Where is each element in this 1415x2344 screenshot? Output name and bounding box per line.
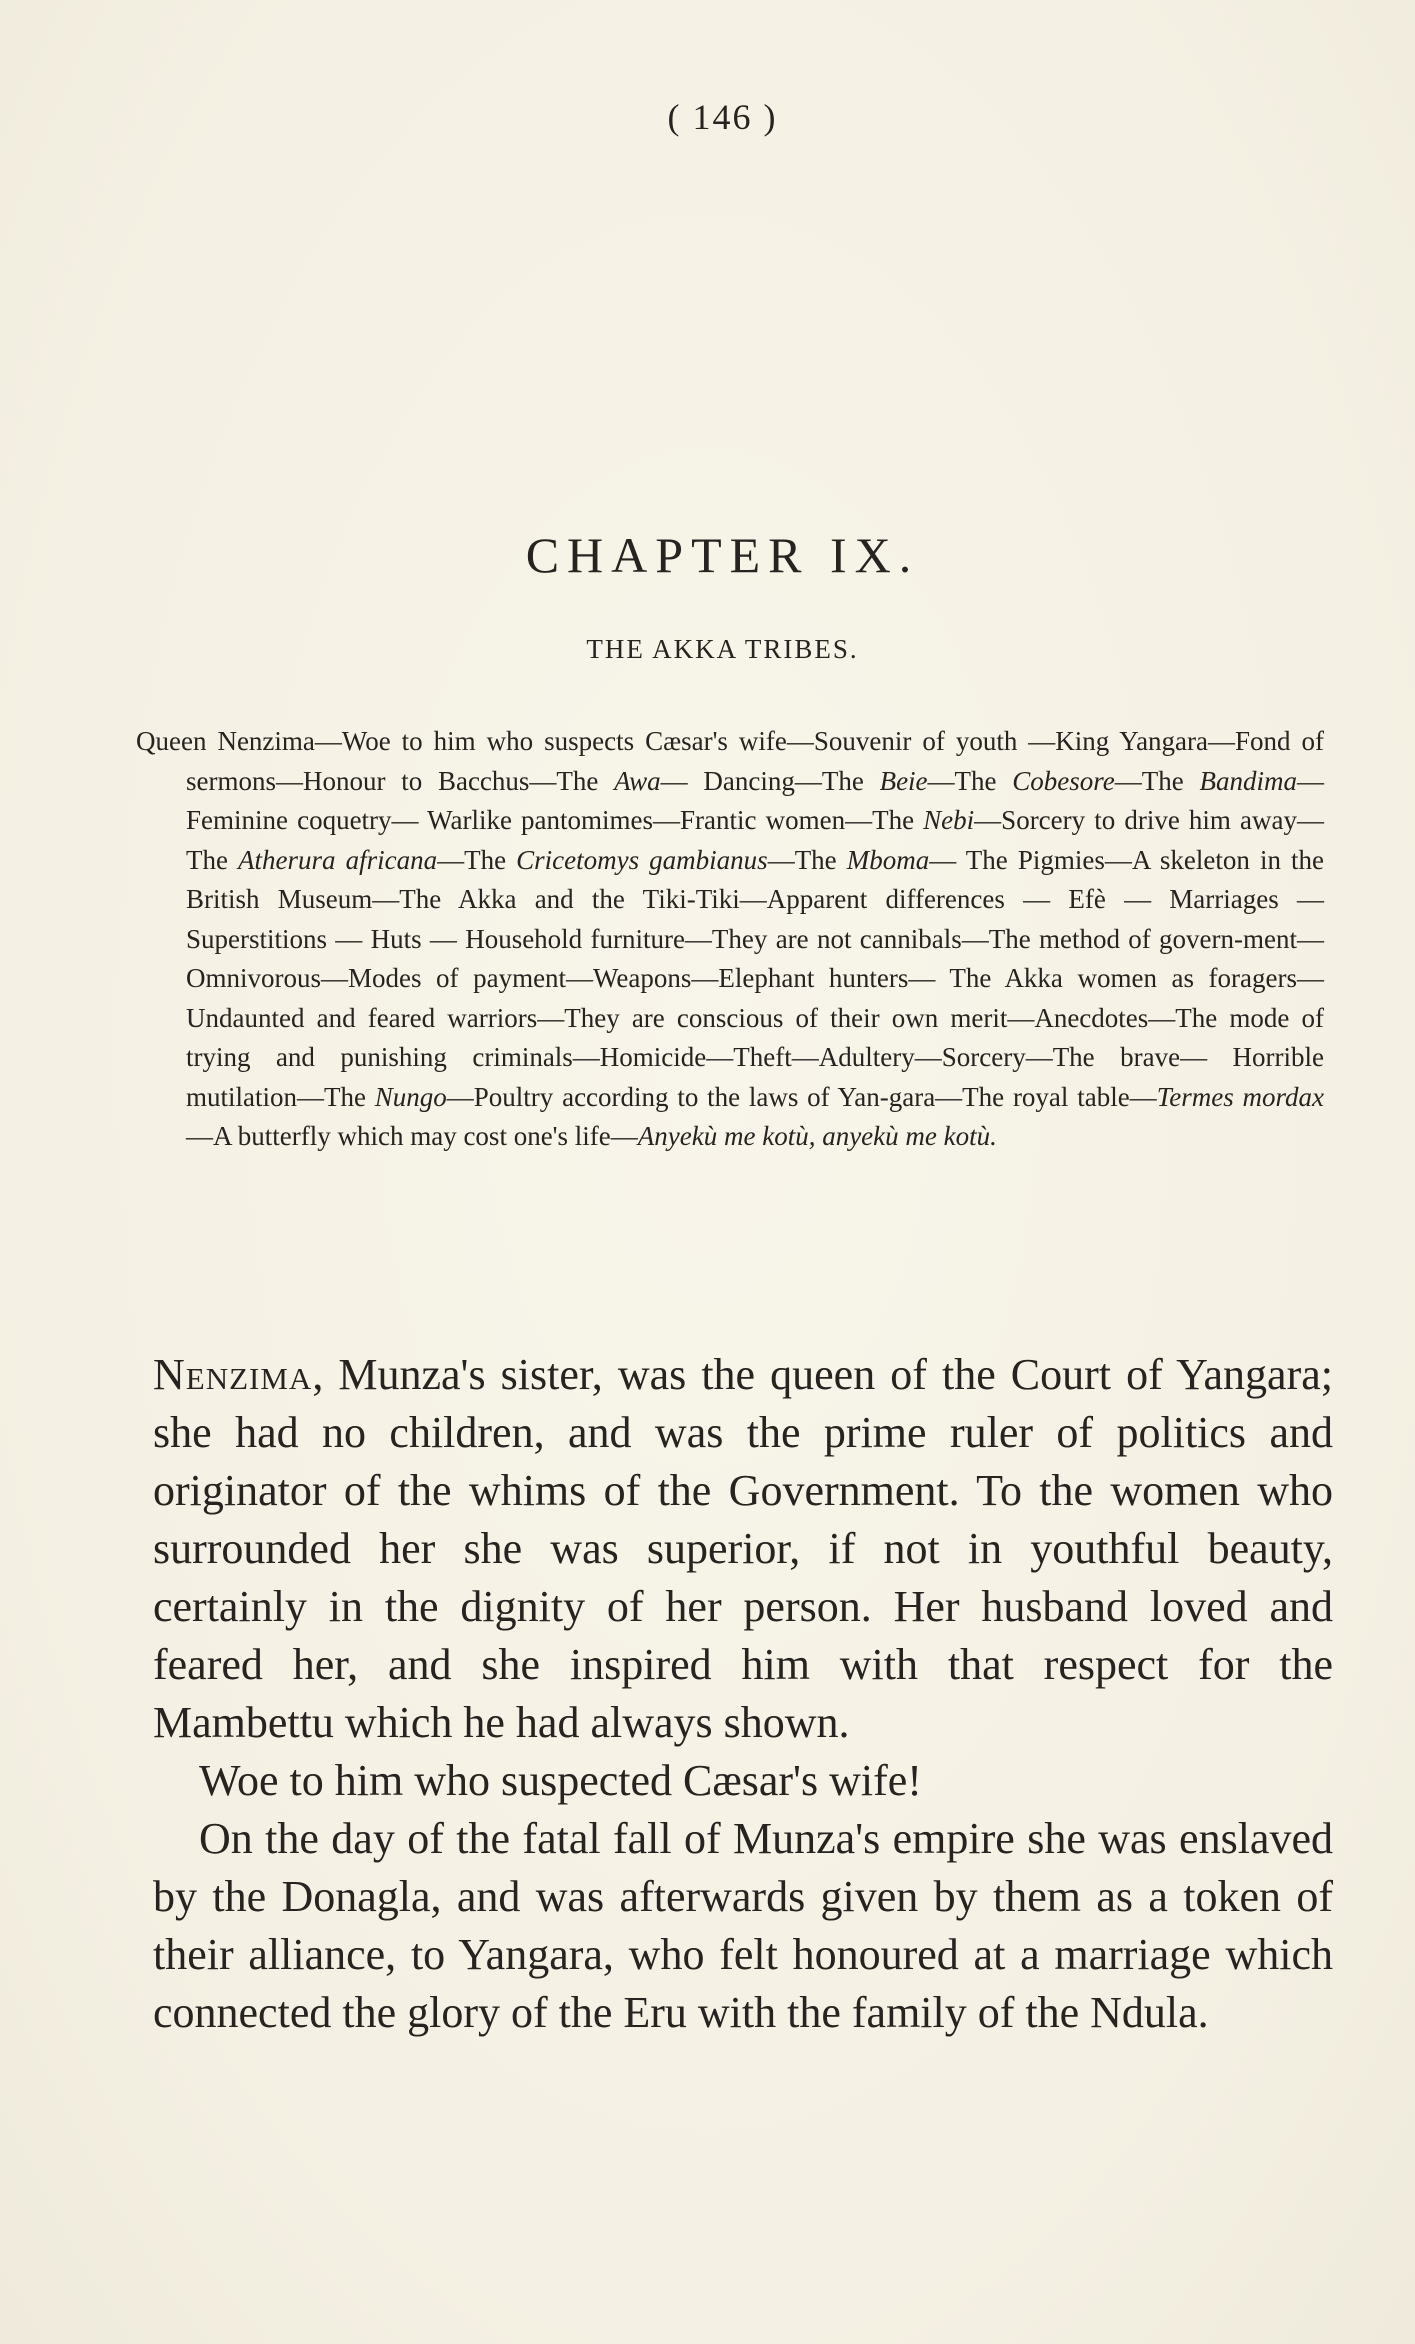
- body-text: [153, 1346, 1333, 2042]
- synopsis-segment: —Sorcery to drive him away—The: [186, 805, 1324, 875]
- synopsis-segment-italic: Termes mordax: [1156, 1081, 1324, 1112]
- synopsis-segment-italic: Cricetomys gambianus: [516, 844, 768, 875]
- synopsis-segment-italic: Anyekù me kotù, anyekù me kotù.: [637, 1121, 997, 1151]
- paragraph-1: [153, 1346, 1333, 1752]
- synopsis-segment-italic: Bandima: [1199, 765, 1297, 796]
- chapter-title: CHAPTER IX.: [525, 527, 920, 583]
- synopsis-segment-italic: Beie: [879, 765, 928, 796]
- lead-word: Nenzima: [153, 1350, 313, 1399]
- synopsis-segment: —Feminine coquetry— Warlike pantomimes—Frantic women—The: [186, 765, 1324, 835]
- synopsis-segment-italic: Atherura africana: [238, 844, 438, 875]
- synopsis-segment: Queen Nenzima—Woe to him who suspects Cæsar's wife—Souvenir of youth —King Yangara—Fond of sermons—Honour to Bacchus—The: [136, 726, 1324, 796]
- paragraph-text: , Munza's sister, was the queen of the Court of Yangara; she had no children, and was the prime ruler of politics and originator of the whims of the Government. To the women who surrounded her she was superior, if not in youthful beauty, certainly in the dignity of her person. Her husband loved and feared her, and she inspired him with that respect for the Mambettu which he had always shown.: [153, 1350, 1333, 1747]
- paragraph-3: On the day of the fatal fall of Munza's empire she was enslaved by the Donagla, and was afterwards given by them as a token of their alliance, to Yangara, who felt honoured at a marriage which connected the glory of the Eru with the family of the Ndula.: [153, 1814, 1333, 2037]
- synopsis-segment-italic: Mboma: [846, 844, 930, 875]
- synopsis-segment-italic: Nebi: [923, 805, 975, 835]
- synopsis-segment: —The: [767, 844, 847, 875]
- synopsis-segment-italic: Cobesore: [1012, 765, 1115, 796]
- synopsis-segment: —The: [1114, 765, 1200, 796]
- page-number: ( 146 ): [667, 97, 778, 137]
- synopsis-segment: —A butterfly which may cost one's life—: [186, 1121, 638, 1151]
- synopsis-segment-italic: Awa: [614, 765, 661, 796]
- chapter-subtitle: THE AKKA TRIBES.: [586, 634, 859, 664]
- paragraph-2: Woe to him who suspected Cæsar's wife!: [199, 1756, 922, 1805]
- chapter-synopsis: [136, 722, 1324, 1157]
- synopsis-segment: —The: [437, 844, 517, 875]
- synopsis-segment-italic: Nungo: [374, 1081, 447, 1112]
- synopsis-segment: — The Pigmies—A skeleton in the British Museum—The Akka and the Tiki-Tiki—Apparent differences — Efè — Marriages — Superstitions — Huts — Household furniture—They are not cannibals—The method of govern-ment—Omnivorous—Modes of payment—Weapons—Elephant hunters— The Akka women as foragers—Undaunted and feared warriors—They are conscious of their own merit—Anecdotes—The mode of trying and punishing criminals—Homicide—Theft—Adultery—Sorcery—The brave— Horrible mutilation—The: [186, 844, 1324, 1112]
- synopsis-segment: —Poultry according to the laws of Yan-gara—The royal table—: [446, 1081, 1157, 1112]
- synopsis-segment: —The: [927, 765, 1013, 796]
- synopsis-segment: — Dancing—The: [660, 765, 880, 796]
